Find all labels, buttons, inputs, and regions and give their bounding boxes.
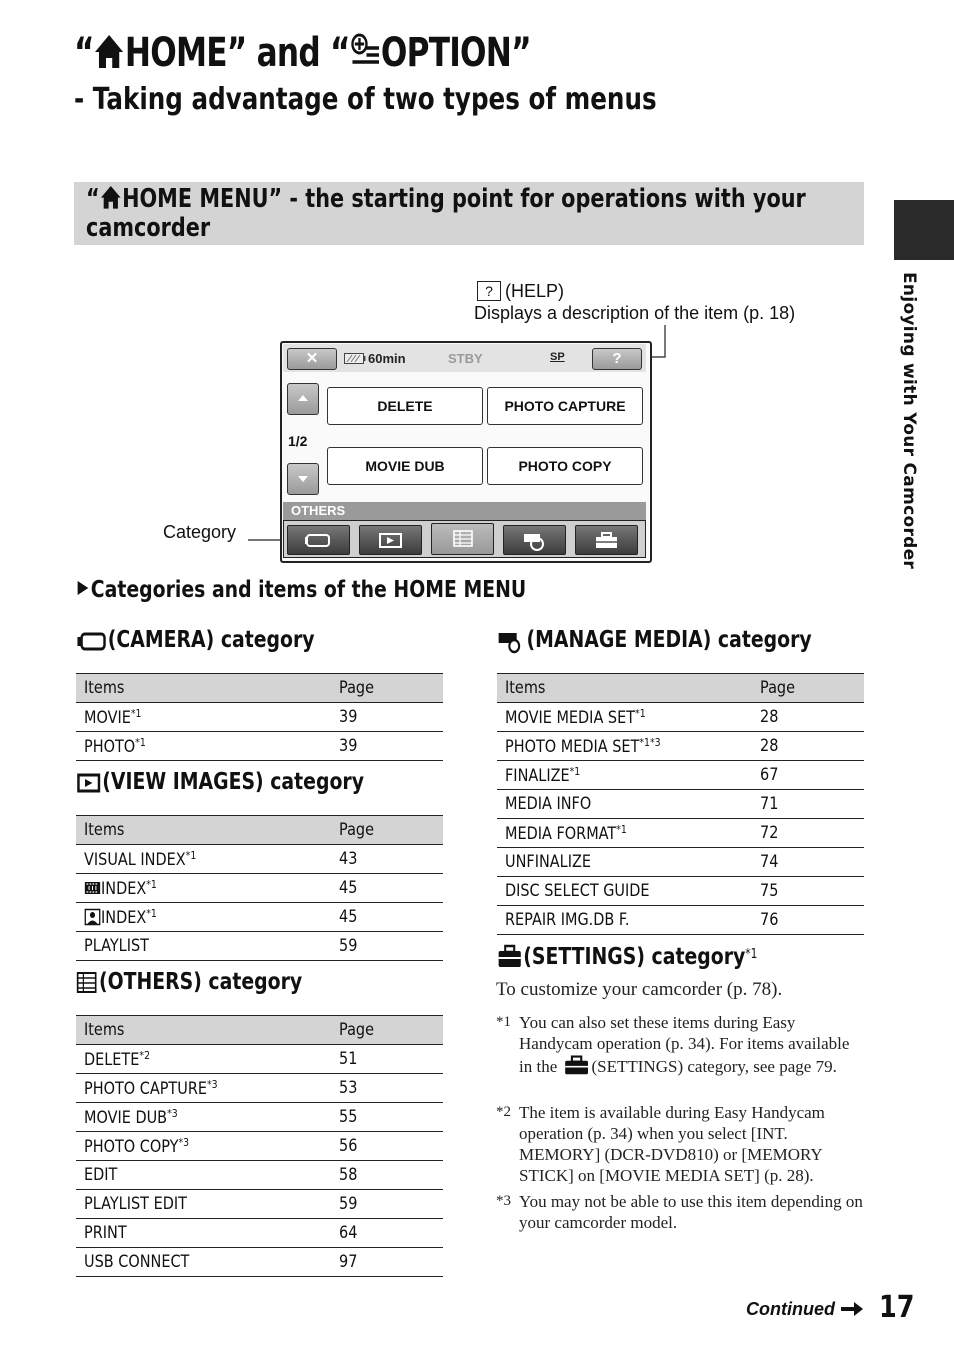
film-index-icon [84, 880, 101, 896]
footnote-text: The item is available during Easy Handycam operation (p. 34) when you select [INT. MEMORY] (DCR-DVD810) or [MEMORY STICK] on [MOVIE MEDIA SET] (p. 28). [519, 1103, 825, 1185]
camera-category-title: (CAMERA) category [107, 627, 315, 653]
table-row: USB CONNECT 97 [76, 1248, 443, 1277]
manage-media-items-table: Items Page MOVIE MEDIA SET$^{*1}$ 28 PHOTO MEDIA SET$^{*1*3}$ 28 FINALIZE$^{*1}$ 67 MEDIA INFO 71 MEDIA FORMAT$^{*1}$ 72 UNFINALIZE 74 DISC SELECT GUIDE 75 REPAIR IMG.DB F. 76 [497, 673, 864, 935]
triangle-right-icon [76, 578, 91, 598]
list-icon [432, 524, 493, 554]
arrow-right-icon [840, 1301, 864, 1317]
table-row: MEDIA FORMAT$^{*1}$ 72 [497, 819, 864, 848]
table-row: EDIT 58 [76, 1161, 443, 1190]
toolbox-icon [576, 526, 637, 554]
table-row: INDEX$^{*1}$ 45 [76, 874, 443, 903]
title-home: HOME [124, 30, 227, 76]
table-row: DISC SELECT GUIDE 75 [497, 877, 864, 906]
camera-items-table: Items Page MOVIE$^{*1}$ 39 PHOTO$^{*1}$ 39 [76, 673, 443, 761]
media-icon [497, 628, 527, 654]
manage-media-category-heading [497, 627, 812, 654]
footnote-mark: *1 [496, 1014, 511, 1030]
battery-remaining: 60min [368, 351, 406, 366]
help-icon: ? [477, 281, 501, 301]
play-icon [360, 526, 421, 554]
menu-photo-capture-button[interactable]: PHOTO CAPTURE [487, 387, 643, 425]
view-images-category-title: (VIEW IMAGES) category [102, 769, 365, 795]
others-category-heading [76, 969, 302, 995]
menu-photo-copy-button[interactable]: PHOTO COPY [487, 447, 643, 485]
table-row: MOVIE MEDIA SET$^{*1}$ 28 [497, 703, 864, 732]
manage-media-category-title: (MANAGE MEDIA) category [526, 627, 812, 653]
category-name-bar: OTHERS [283, 502, 646, 520]
quote-open: “ [74, 30, 94, 76]
footnote-2 [496, 1102, 862, 1186]
title-option: OPTION [380, 30, 512, 76]
view-images-category-heading [76, 769, 364, 795]
table-row: REPAIR IMG.DB F. 76 [497, 906, 864, 935]
table-row: FINALIZE$^{*1}$ 67 [497, 761, 864, 790]
list-icon [76, 970, 99, 994]
continued-text: Continued [746, 1299, 835, 1319]
arrow-down-icon [288, 464, 318, 492]
banner-quote: “ [86, 184, 100, 214]
quote-close: ” [511, 30, 531, 76]
table-row: PHOTO COPY$^{*3}$ 56 [76, 1132, 443, 1161]
face-index-icon [84, 908, 101, 926]
help-label: (HELP) [505, 281, 565, 301]
table-row: PHOTO$^{*1}$ 39 [76, 732, 443, 761]
settings-description: To customize your camcorder (p. 78). [496, 979, 783, 1000]
arrow-up-icon [288, 384, 318, 412]
view-images-items-table: Items Page VISUAL INDEX$^{*1}$ 43 INDEX$^{*1}$ 45 INDEX$^{*1}$ 45 PLAYLIST 59 [76, 815, 443, 961]
page-number: 17 [879, 1290, 915, 1325]
categories-heading [76, 577, 526, 603]
table-row: MOVIE$^{*1}$ 39 [76, 703, 443, 732]
table-row: PHOTO CAPTURE$^{*3}$ 53 [76, 1074, 443, 1103]
media-icon [504, 526, 565, 554]
continued-label [746, 1299, 864, 1320]
menu-movie-dub-button[interactable]: MOVIE DUB [327, 447, 483, 485]
others-items-table: Items Page DELETE$^{*2}$ 51 PHOTO CAPTURE$^{*3}$ 53 MOVIE DUB$^{*3}$ 55 PHOTO COPY$^{*3}$ 56 EDIT 58 PLAYLIST EDIT 59 PRINT 64 USB CONNECT 97 [76, 1015, 443, 1277]
scroll-up-button[interactable] [287, 383, 319, 415]
table-row: PLAYLIST EDIT 59 [76, 1190, 443, 1219]
tab-others[interactable] [431, 523, 494, 555]
footnote-3 [496, 1191, 866, 1233]
camera-icon [288, 526, 349, 554]
settings-footnote-ref: *1 [745, 947, 758, 962]
close-button[interactable]: ✕ [287, 348, 337, 370]
toolbox-icon [497, 943, 523, 969]
footnote-text: You can also set these items during Easy Handycam operation (p. 34). For items available in the [519, 1013, 850, 1076]
settings-category-title: (SETTINGS) category [523, 944, 746, 970]
tab-manage-media[interactable] [503, 525, 566, 555]
camera-icon [75, 628, 108, 652]
footnote-mark: *2 [496, 1104, 511, 1120]
tab-view-images[interactable] [359, 525, 422, 555]
title-mid: ” and “ [226, 30, 350, 76]
table-row: MEDIA INFO 71 [497, 790, 864, 819]
table-row: MOVIE DUB$^{*3}$ 55 [76, 1103, 443, 1132]
table-row: UNFINALIZE 74 [497, 848, 864, 877]
quality-indicator: SP [550, 351, 565, 363]
page-indicator: 1/2 [288, 433, 308, 449]
camera-category-heading [75, 627, 315, 653]
others-category-title: (OTHERS) category [98, 969, 303, 995]
help-button[interactable]: ? [592, 348, 642, 370]
footnote-text: You may not be able to use this item depending on your camcorder model. [519, 1192, 863, 1232]
tab-settings[interactable] [575, 525, 638, 555]
table-row: PHOTO MEDIA SET$^{*1*3}$ 28 [497, 732, 864, 761]
footnote-1 [496, 1012, 862, 1077]
status-text: STBY [448, 351, 483, 366]
table-row: VISUAL INDEX$^{*1}$ 43 [76, 845, 443, 874]
category-callout-label: Category [163, 522, 237, 542]
help-description: Displays a description of the item (p. 18) [474, 303, 796, 323]
banner-label: HOME MENU” - the starting point for operations with your camcorder [86, 184, 806, 243]
play-icon [76, 770, 102, 794]
table-row: INDEX$^{*1}$ 45 [76, 903, 443, 932]
battery-icon [344, 353, 366, 364]
tab-camera[interactable] [287, 525, 350, 555]
table-row: PLAYLIST 59 [76, 932, 443, 961]
toolbox-icon [562, 1054, 592, 1076]
footnote-text-cont: (SETTINGS) category, see page 79. [591, 1057, 837, 1076]
scroll-down-button[interactable] [287, 463, 319, 495]
table-row: DELETE$^{*2}$ 51 [76, 1045, 443, 1074]
menu-delete-button[interactable]: DELETE [327, 387, 483, 425]
settings-category-heading [497, 943, 757, 970]
categories-heading-text: Categories and items of the HOME MENU [90, 577, 527, 603]
page-subtitle: - Taking advantage of two types of menus [74, 82, 657, 117]
table-row: PRINT 64 [76, 1219, 443, 1248]
footnote-mark: *3 [496, 1193, 511, 1209]
side-tab-label: Enjoying with Your Camcorder [899, 272, 919, 570]
